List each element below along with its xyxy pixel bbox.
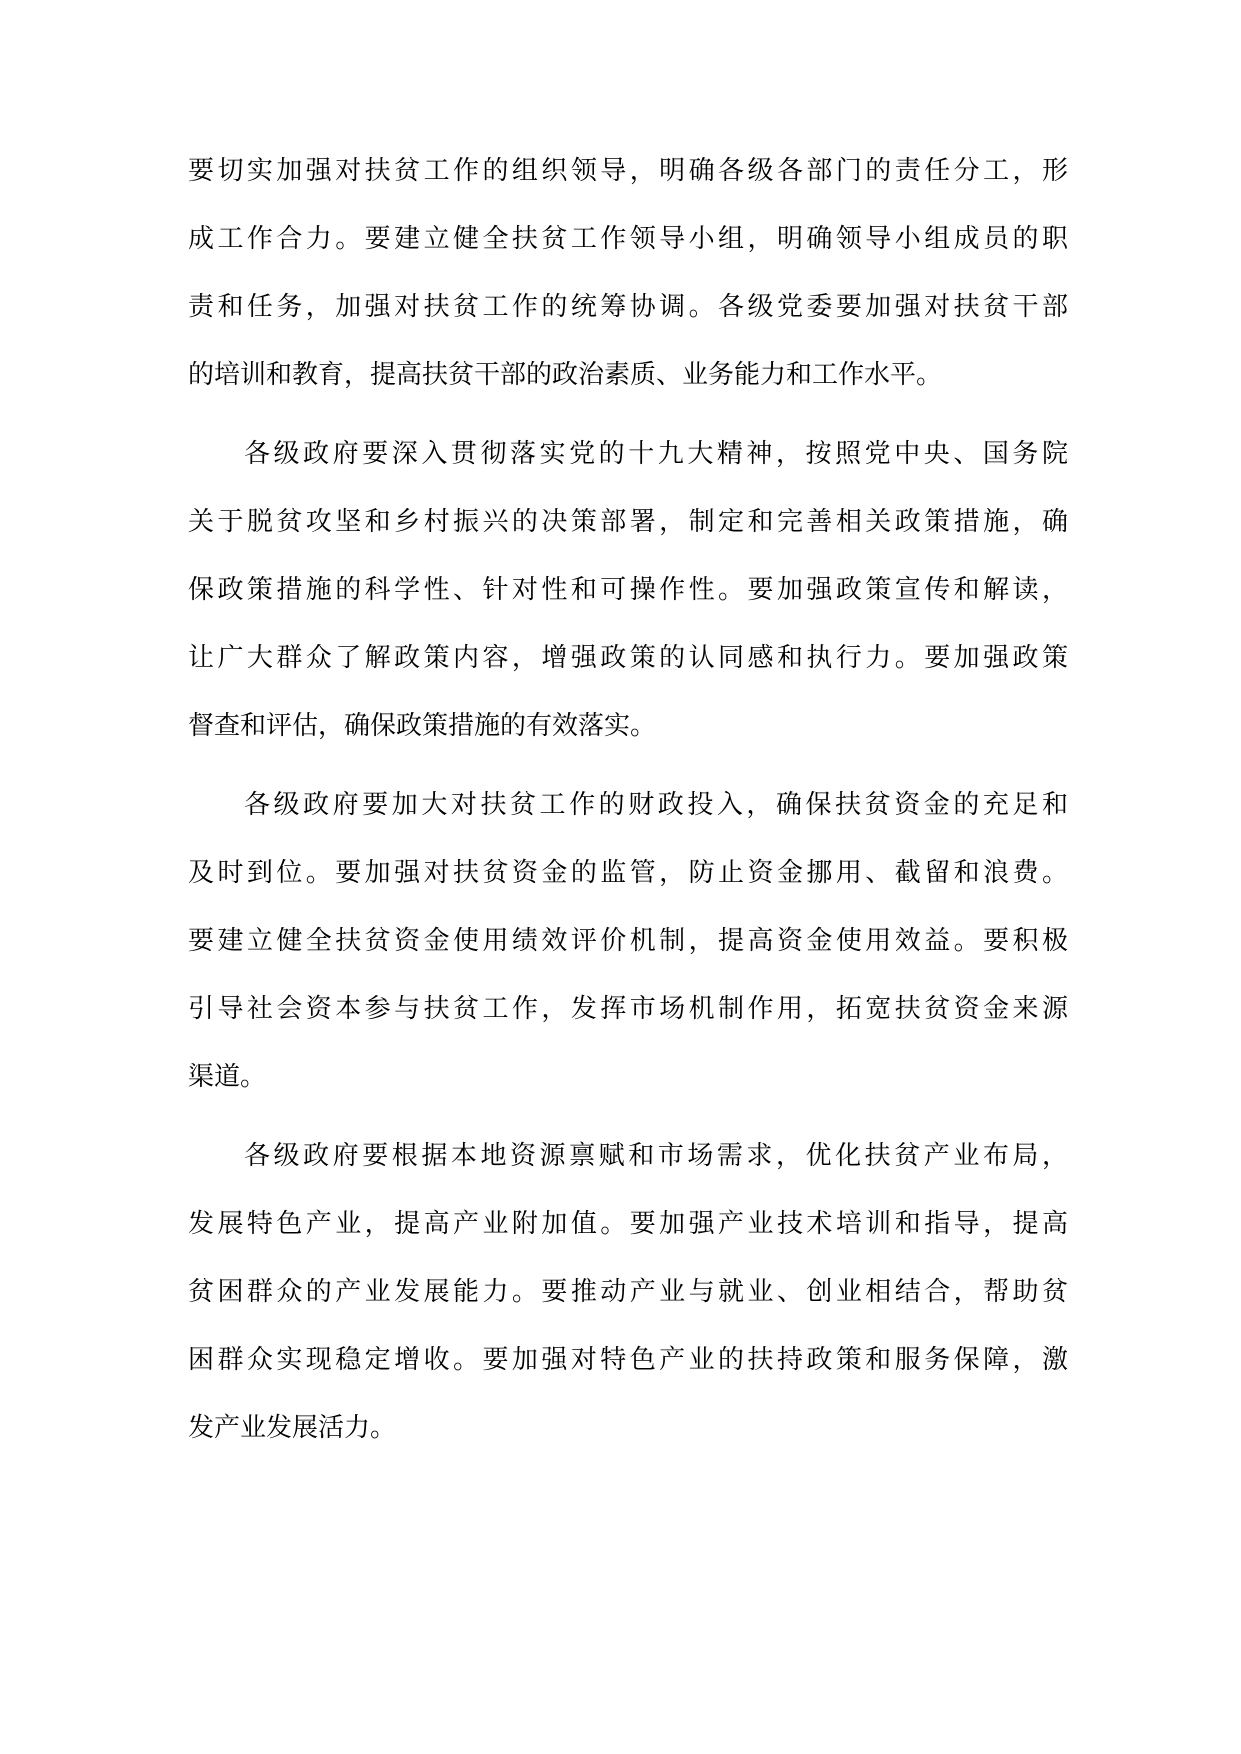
text-line: 要建立健全扶贫资金使用绩效评价机制，提高资金使用效益。要积极 — [188, 926, 1068, 956]
text-line: 渠道。 — [188, 1062, 267, 1092]
text-line: 要切实加强对扶贫工作的组织领导，明确各级各部门的责任分工，形 — [188, 156, 1068, 186]
text-line: 困群众实现稳定增收。要加强对特色产业的扶持政策和服务保障，激 — [188, 1345, 1068, 1375]
text-line: 各级政府要深入贯彻落实党的十九大精神，按照党中央、国务院 — [244, 439, 1068, 469]
text-line: 成工作合力。要建立健全扶贫工作领导小组，明确领导小组成员的职 — [188, 224, 1068, 254]
text-line: 责和任务，加强对扶贫工作的统筹协调。各级党委要加强对扶贫干部 — [188, 292, 1068, 322]
text-line: 的培训和教育，提高扶贫干部的政治素质、业务能力和工作水平。 — [188, 360, 943, 390]
text-line: 保政策措施的科学性、针对性和可操作性。要加强政策宣传和解读， — [188, 575, 1068, 605]
paragraph-gap — [188, 1111, 1068, 1122]
text-line: 及时到位。要加强对扶贫资金的监管，防止资金挪用、截留和浪费。 — [188, 858, 1068, 888]
text-line: 引导社会资本参与扶贫工作，发挥市场机制作用，拓宽扶贫资金来源 — [188, 994, 1068, 1024]
document-body — [188, 137, 1068, 1462]
text-line: 各级政府要加大对扶贫工作的财政投入，确保扶贫资金的充足和 — [244, 790, 1068, 820]
paragraph-2 — [188, 420, 1068, 760]
text-line: 贫困群众的产业发展能力。要推动产业与就业、创业相结合，帮助贫 — [188, 1277, 1068, 1307]
text-line: 发展特色产业，提高产业附加值。要加强产业技术培训和指导，提高 — [188, 1209, 1068, 1239]
text-line: 关于脱贫攻坚和乡村振兴的决策部署，制定和完善相关政策措施，确 — [188, 507, 1068, 537]
text-line: 督查和评估，确保政策措施的有效落实。 — [188, 711, 657, 741]
paragraph-4 — [188, 1122, 1068, 1462]
text-line: 各级政府要根据本地资源禀赋和市场需求，优化扶贫产业布局， — [244, 1141, 1068, 1171]
paragraph-gap — [188, 409, 1068, 420]
text-line: 让广大群众了解政策内容，增强政策的认同感和执行力。要加强政策 — [188, 643, 1068, 673]
paragraph-1 — [188, 137, 1068, 409]
paragraph-3 — [188, 771, 1068, 1111]
text-line: 发产业发展活力。 — [188, 1413, 397, 1443]
paragraph-gap — [188, 760, 1068, 771]
